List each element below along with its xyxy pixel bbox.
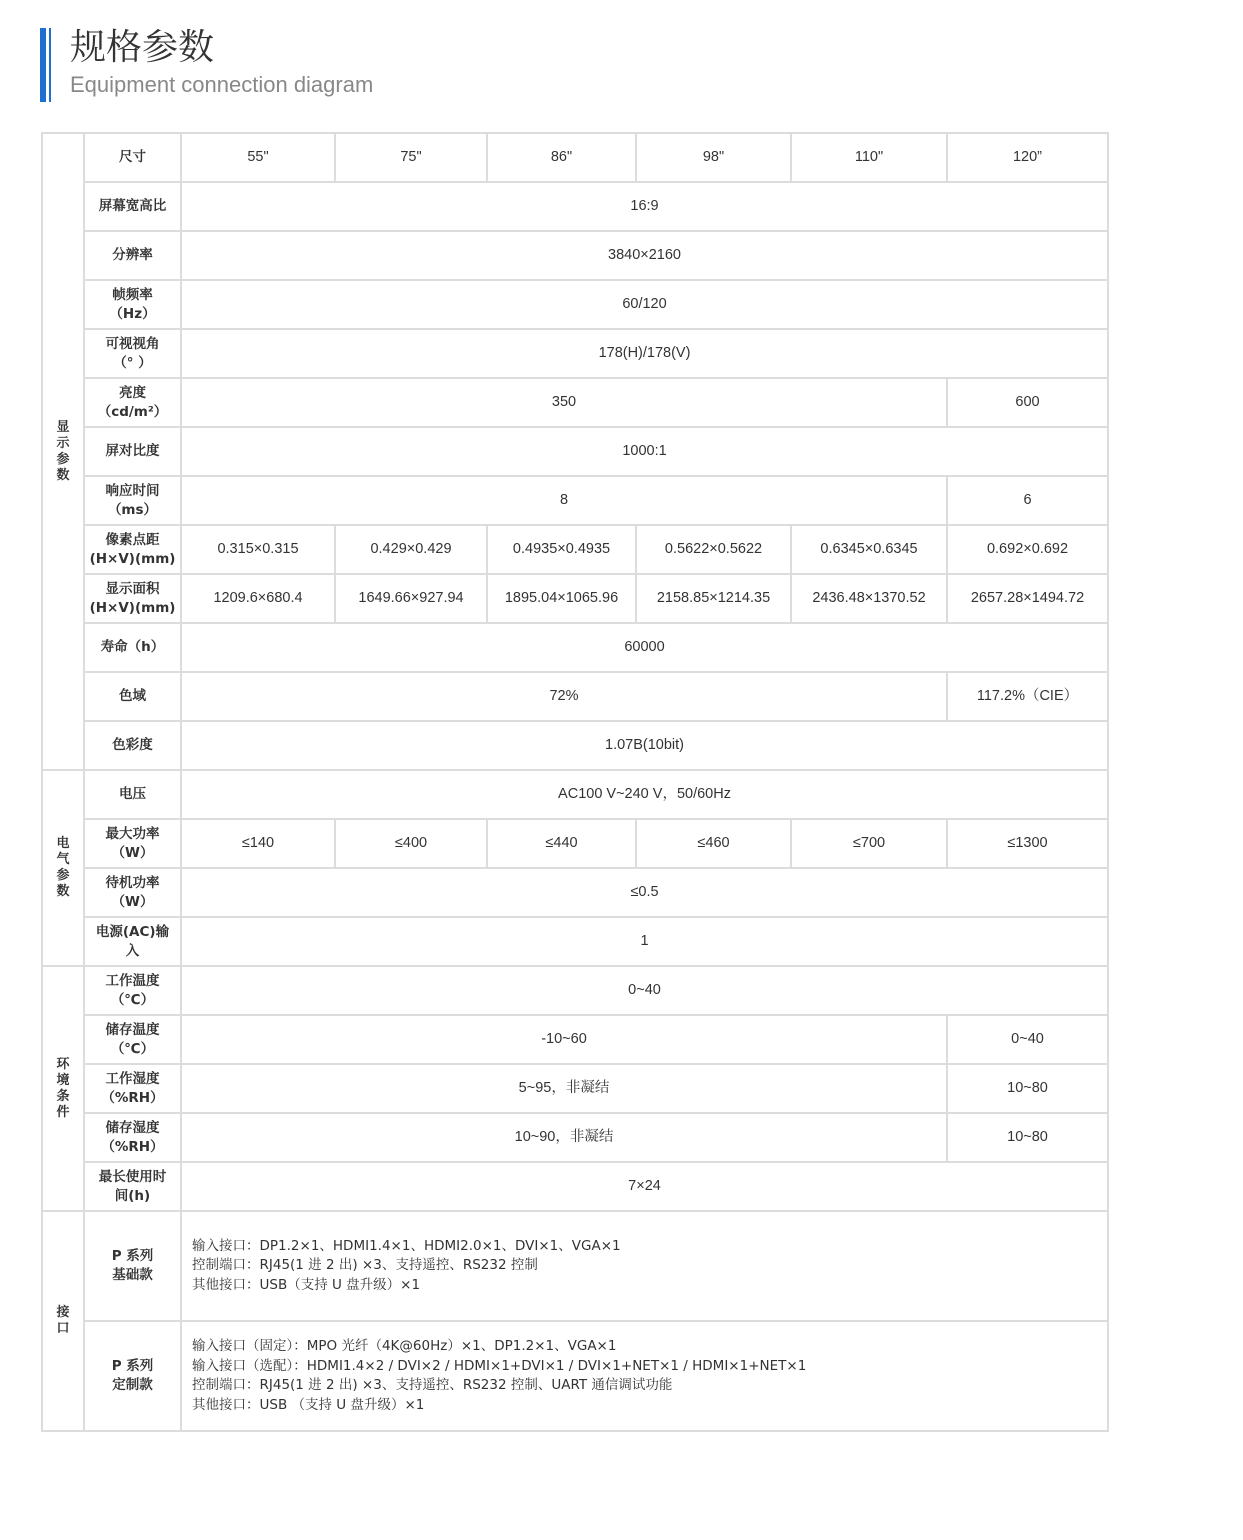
contrast-value: 1000:1	[181, 427, 1108, 476]
viewing-value: 178(H)/178(V)	[181, 329, 1108, 378]
row-label-line-2: 定制款	[112, 1377, 153, 1393]
table-row-p-basic	[42, 1211, 1108, 1321]
area-98: 2158.85×1214.35	[636, 574, 791, 623]
row-label-size: 尺寸	[84, 133, 181, 182]
pitch-98: 0.5622×0.5622	[636, 525, 791, 574]
pitch-75: 0.429×0.429	[335, 525, 487, 574]
row-label-unit: （W）	[111, 893, 154, 910]
area-86: 1895.04×1065.96	[487, 574, 636, 623]
pitch-55: 0.315×0.315	[181, 525, 335, 574]
row-label-line: 显示面积	[105, 580, 160, 597]
row-label-ac-input	[84, 917, 181, 966]
storage-temp-value: -10~60	[181, 1015, 947, 1064]
row-label-voltage: 电压	[84, 770, 181, 819]
refresh-value: 60/120	[181, 280, 1108, 329]
accent-bar-thick	[40, 28, 46, 102]
row-label-max-power	[84, 819, 181, 868]
gamut-value: 72%	[181, 672, 947, 721]
brightness-value: 350	[181, 378, 947, 427]
max-power-75: ≤400	[335, 819, 487, 868]
area-120: 2657.28×1494.72	[947, 574, 1108, 623]
storage-temp-value-120: 0~40	[947, 1015, 1108, 1064]
row-label-storage-humidity	[84, 1113, 181, 1162]
interface-line: 控制端口：RJ45(1 进 2 出) ×3、支持遥控、RS232 控制	[192, 1257, 538, 1274]
color-depth-value: 1.07B(10bit)	[181, 721, 1108, 770]
row-label-lifetime: 寿命（h）	[84, 623, 181, 672]
table-row-pitch	[42, 525, 1108, 574]
row-label-contrast: 屏对比度	[84, 427, 181, 476]
table-row-area	[42, 574, 1108, 623]
row-label-unit: （ms）	[107, 501, 158, 518]
interface-line: 输入接口（固定）：MPO 光纤（4K@60Hz）×1、DP1.2×1、VGA×1	[192, 1338, 617, 1354]
row-label-line-2: 间(h)	[114, 1187, 151, 1204]
table-row-max-usage	[42, 1162, 1108, 1211]
table-row-voltage	[42, 770, 1108, 819]
table-row-color-depth	[42, 721, 1108, 770]
size-75: 75"	[335, 133, 487, 182]
area-75: 1649.66×927.94	[335, 574, 487, 623]
group-environment	[42, 966, 84, 1211]
table-row-lifetime	[42, 623, 1108, 672]
row-label-line: 待机功率	[105, 874, 160, 891]
op-humidity-value-120: 10~80	[947, 1064, 1108, 1113]
row-label-unit: （%RH）	[101, 1089, 164, 1106]
row-label-p-custom	[84, 1321, 181, 1431]
max-power-86: ≤440	[487, 819, 636, 868]
table-row-standby-power	[42, 868, 1108, 917]
row-label-pitch	[84, 525, 181, 574]
size-86: 86"	[487, 133, 636, 182]
group-electrical	[42, 770, 84, 966]
row-label-line: 电源(AC)输	[95, 923, 170, 940]
max-power-98: ≤460	[636, 819, 791, 868]
group-interface-label: 接口	[56, 1305, 70, 1336]
row-label-unit: （Hz）	[109, 305, 156, 322]
table-row-size	[42, 133, 1108, 182]
gamut-value-120: 117.2%（CIE）	[947, 672, 1108, 721]
group-display-label: 显示参数	[56, 419, 70, 483]
table-row-p-custom	[42, 1321, 1108, 1431]
row-label-gamut: 色域	[84, 672, 181, 721]
table-row-max-power	[42, 819, 1108, 868]
pitch-110: 0.6345×0.6345	[791, 525, 947, 574]
row-label-line: 像素点距	[105, 531, 160, 548]
row-label-color-depth: 色彩度	[84, 721, 181, 770]
row-label-line: 工作湿度	[105, 1070, 160, 1087]
row-label-line: 亮度	[119, 384, 146, 401]
row-label-viewing	[84, 329, 181, 378]
op-humidity-value: 5~95，非凝结	[181, 1064, 947, 1113]
row-label-aspect: 屏幕宽高比	[84, 182, 181, 231]
p-basic-interfaces	[181, 1211, 1108, 1321]
max-usage-value: 7×24	[181, 1162, 1108, 1211]
aspect-value: 16:9	[181, 182, 1108, 231]
interface-line: 输入接口：DP1.2×1、HDMI1.4×1、HDMI2.0×1、DVI×1、VGA×1	[192, 1237, 621, 1254]
table-row-resolution	[42, 231, 1108, 280]
size-98: 98"	[636, 133, 791, 182]
row-label-unit: （℃）	[110, 991, 155, 1008]
row-label-line: 响应时间	[105, 482, 160, 499]
row-label-unit: （W）	[111, 844, 154, 861]
row-label-p-basic	[84, 1211, 181, 1321]
row-label-line: 储存温度	[105, 1021, 160, 1038]
storage-humidity-value: 10~90，非凝结	[181, 1113, 947, 1162]
p-custom-interfaces	[181, 1321, 1108, 1431]
spec-table	[41, 132, 1109, 1432]
interface-line: 其他接口：USB （支持 U 盘升级）×1	[192, 1396, 425, 1413]
row-label-line-2: 入	[125, 942, 140, 959]
table-row-op-temp	[42, 966, 1108, 1015]
row-label-line: 帧频率	[112, 286, 153, 303]
op-temp-value: 0~40	[181, 966, 1108, 1015]
row-label-unit: （° ）	[113, 354, 152, 371]
group-interface	[42, 1211, 84, 1431]
lifetime-value: 60000	[181, 623, 1108, 672]
row-label-line: 最大功率	[105, 825, 160, 842]
row-label-storage-temp	[84, 1015, 181, 1064]
table-row-gamut	[42, 672, 1108, 721]
table-row-viewing	[42, 329, 1108, 378]
group-environment-label: 环境条件	[56, 1056, 70, 1120]
pitch-86: 0.4935×0.4935	[487, 525, 636, 574]
table-row-storage-humidity	[42, 1113, 1108, 1162]
page-title: 规格参数	[70, 27, 215, 68]
row-label-unit: (H×V)(mm)	[89, 550, 176, 567]
accent-bar-thin	[49, 28, 51, 102]
table-row-aspect	[42, 182, 1108, 231]
table-row-brightness	[42, 378, 1108, 427]
table-row-response	[42, 476, 1108, 525]
row-label-max-usage	[84, 1162, 181, 1211]
group-electrical-label: 电气参数	[56, 836, 70, 899]
area-110: 2436.48×1370.52	[791, 574, 947, 623]
area-55: 1209.6×680.4	[181, 574, 335, 623]
row-label-unit: （%RH）	[101, 1138, 164, 1155]
row-label-op-humidity	[84, 1064, 181, 1113]
ac-input-value: 1	[181, 917, 1108, 966]
row-label-line: 储存湿度	[105, 1119, 160, 1136]
table-row-contrast	[42, 427, 1108, 476]
table-row-op-humidity	[42, 1064, 1108, 1113]
size-55: 55"	[181, 133, 335, 182]
title-accent-bar	[40, 28, 51, 102]
pitch-120: 0.692×0.692	[947, 525, 1108, 574]
response-value: 8	[181, 476, 947, 525]
row-label-unit: （cd/m²）	[97, 403, 168, 420]
row-label-response	[84, 476, 181, 525]
standby-power-value: ≤0.5	[181, 868, 1108, 917]
page-subtitle: Equipment connection diagram	[70, 72, 374, 97]
response-value-120: 6	[947, 476, 1108, 525]
table-row-refresh	[42, 280, 1108, 329]
table-row-ac-input	[42, 917, 1108, 966]
size-110: 110"	[791, 133, 947, 182]
group-display	[42, 133, 84, 770]
interface-line: 控制端口：RJ45(1 进 2 出) ×3、支持遥控、RS232 控制、UART 通信调试功能	[192, 1377, 673, 1393]
row-label-line: 最长使用时	[98, 1168, 167, 1185]
row-label-area	[84, 574, 181, 623]
interface-line: 输入接口（选配）：HDMI1.4×2 / DVI×2 / HDMI×1+DVI×1 / DVI×1+NET×1 / HDMI×1+NET×1	[192, 1357, 807, 1374]
table-row-storage-temp	[42, 1015, 1108, 1064]
row-label-line-2: 基础款	[112, 1267, 153, 1283]
size-120: 120”	[947, 133, 1108, 182]
max-power-110: ≤700	[791, 819, 947, 868]
voltage-value: AC100 V~240 V，50/60Hz	[181, 770, 1108, 819]
row-label-line: P 系列	[111, 1248, 154, 1264]
row-label-line: P 系列	[111, 1358, 154, 1374]
resolution-value: 3840×2160	[181, 231, 1108, 280]
brightness-value-120: 600	[947, 378, 1108, 427]
row-label-line: 工作温度	[105, 972, 160, 989]
row-label-resolution: 分辨率	[84, 231, 181, 280]
row-label-brightness	[84, 378, 181, 427]
row-label-unit: (H×V)(mm)	[89, 599, 176, 616]
row-label-unit: （℃）	[110, 1040, 155, 1057]
row-label-standby-power	[84, 868, 181, 917]
max-power-55: ≤140	[181, 819, 335, 868]
max-power-120: ≤1300	[947, 819, 1108, 868]
row-label-line: 可视视角	[105, 335, 160, 352]
row-label-refresh	[84, 280, 181, 329]
interface-line: 其他接口：USB（支持 U 盘升级）×1	[192, 1276, 421, 1293]
storage-humidity-value-120: 10~80	[947, 1113, 1108, 1162]
row-label-op-temp	[84, 966, 181, 1015]
